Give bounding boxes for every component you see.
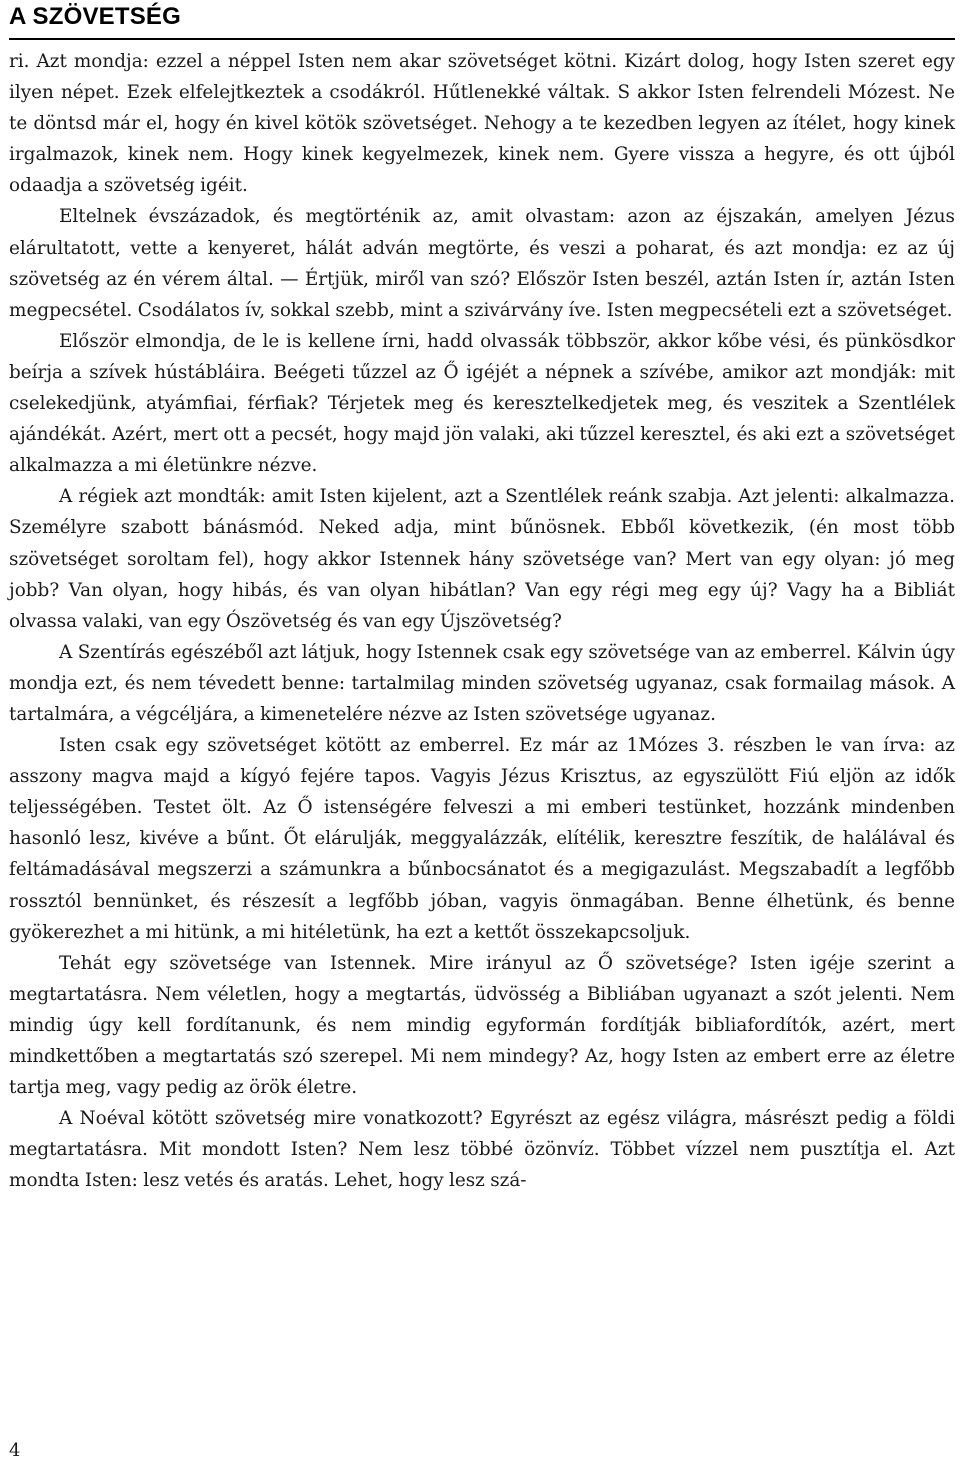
paragraph: Először elmondja, de le is kellene írni, hadd olvassák többször, akkor kőbe vési, és pünkösdkor beírja a szívek hústábláira. Beégeti tűzzel az Ő igéjét a népnek a szívébe, amikor azt mondják: mit cselekedjünk, atyámfiai, férfiak? Térjetek meg és keresztelkedjetek meg, és veszitek a Szentlélek ajándékát. Azért, mert ott a pecsét, hogy majd jön valaki, aki tűzzel keresztel, és aki ezt a szövetséget alkalmazza a mi életünkre nézve.	[9, 330, 955, 477]
paragraph: Isten csak egy szövetséget kötött az emberrel. Ez már az 1Mózes 3. részben le van írva: az asszony magva majd a kígyó fejére tapos. Vagyis Jézus Krisztus, az egyszülött Fiú eljön az idők teljességében. Testet ölt. Az Ő istenségére felveszi a mi emberi testünket, hozzánk mindenben hasonló lesz, kivéve a bűnt. Őt elárulják, meggyalázzák, elítélik, keresztre feszítik, de halálával és feltámadásával megszerzi a számunkra a bűnbocsánatot és a megigazulást. Megszabadít a legfőbb rossztól bennünket, és részesít a legfőbb jóban, vagyis önmagában. Benne élhetünk, és benne gyökerezhet a mi hitünk, a mi hitéletünk, ha ezt a kettőt összekapcsoljuk.	[9, 735, 955, 943]
chapter-title: A SZÖVETSÉG	[9, 3, 182, 30]
page-number: 4	[9, 1440, 21, 1461]
paragraph: A Noéval kötött szövetség mire vonatkozott? Egyrészt az egész világra, másrészt pedig a földi megtartatásra. Mit mondott Isten? Nem lesz többé özönvíz. Többet vízzel nem pusztítja el. Azt mondta Isten: lesz vetés és aratás. Lehet, hogy lesz szá-	[9, 1108, 955, 1192]
paragraph: Eltelnek évszázadok, és megtörténik az, amit olvastam: azon az éjszakán, amelyen Jézus elárultatott, vette a kenyeret, hálát adván megtörte, és veszi a poharat, és azt mondja: ez az új szövetség az én vérem által. — Értjük, miről van szó? Először Isten beszél, aztán Isten ír, aztán Isten megpecsétel. Csodálatos ív, sokkal szebb, mint a szivárvány íve. Isten megpecsételi ezt a szövetséget.	[9, 206, 955, 321]
document-page	[9, 0, 955, 1196]
paragraph: A régiek azt mondták: amit Isten kijelent, azt a Szentlélek reánk szabja. Azt jelenti: alkalmazza. Személyre szabott bánásmód. Neked adja, mint bűnösnek. Ebből következik, (én most több szövetséget soroltam fel), hogy akkor Istennek hány szövetsége van? Mert van egy olyan: jó meg jobb? Van olyan, hogy hibás, és van olyan hibátlan? Van egy régi meg egy új? Vagy ha a Bibliát olvassa valaki, van egy Ószövetség és van egy Újszövetség?	[9, 486, 955, 632]
running-header	[9, 0, 955, 40]
paragraph: ri. Azt mondja: ezzel a néppel Isten nem akar szövetséget kötni. Kizárt dolog, hogy Isten szeret egy ilyen népet. Ezek elfelejtkeztek a csodákról. Hűtlenekké váltak. S akkor Isten felrendeli Mózest. Ne te döntsd már el, hogy én kivel kötök szövetséget. Nehogy a te kezedben legyen az ítélet, hogy kinek irgalmazok, kinek nem. Hogy kinek kegyelmezek, kinek nem. Gyere vissza a hegyre, és ott újból odaadja a szövetség igéit.	[9, 51, 955, 197]
paragraph: A Szentírás egészéből azt látjuk, hogy Istennek csak egy szövetsége van az emberrel. Kálvin úgy mondja ezt, és nem tévedett benne: tartalmilag minden szövetség ugyanaz, csak formailag mások. A tartalmára, a végcéljára, a kimenetelére nézve az Isten szövetsége ugyanaz.	[9, 641, 955, 725]
paragraph: Tehát egy szövetsége van Istennek. Mire irányul az Ő szövetsége? Isten igéje szerint a megtartatásra. Nem véletlen, hogy a megtartás, üdvösség a Bibliában ugyanazt a szót jelenti. Nem mindig úgy kell fordítanunk, és nem mindig egyformán fordítják bibliafordítók, azért, mert mindkettőben a megtartatás szó szerepel. Mi nem mindegy? Az, hogy Isten az embert erre az életre tartja meg, vagy pedig az örök életre.	[9, 952, 955, 1099]
body-text	[9, 46, 955, 1196]
